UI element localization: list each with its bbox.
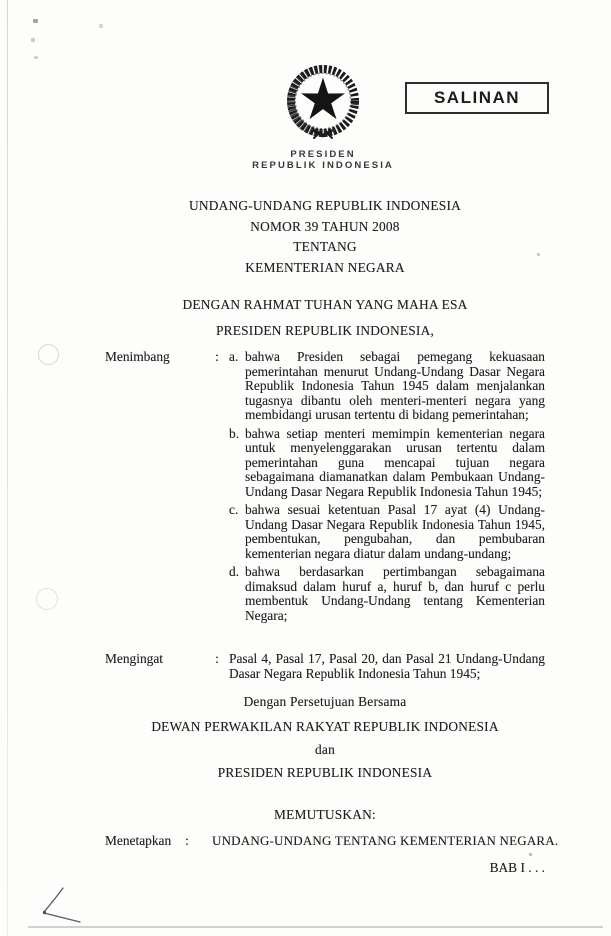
authority-line: PRESIDEN REPUBLIK INDONESIA, xyxy=(216,323,434,338)
scan-speck xyxy=(99,24,103,28)
salinan-stamp: SALINAN xyxy=(405,82,549,114)
scan-speck xyxy=(33,19,38,23)
decision-heading: MEMUTUSKAN: xyxy=(274,807,376,822)
enacting-section xyxy=(105,833,559,849)
presidential-seal-icon xyxy=(283,62,363,142)
item-letter: d. xyxy=(229,564,240,579)
joint-agreement-line-2: DEWAN PERWAKILAN RAKYAT REPUBLIK INDONESIA xyxy=(151,718,499,734)
considering-items xyxy=(229,350,545,627)
seal-caption-line-1: PRESIDEN xyxy=(290,149,356,160)
citing-section xyxy=(105,652,545,681)
item-text: bahwa setiap menteri memimpin kementerian negara untuk menyelenggarakan urusan tertentu dalam pemerintahan guna mencapai tujuan negara sebagaimana diamanatkan dalam Pembukaan Undang-Undang Dasar Negara Republik Indonesia Tahun 1945; xyxy=(245,425,545,499)
considering-item-b xyxy=(229,427,545,500)
joint-agreement-line-3: dan xyxy=(315,742,335,758)
item-text: bahwa berdasarkan pertimbangan sebagaimana dimaksud dalam huruf a, huruf b, dan huruf c perlu membentuk Undang-Undang tentang Kementerian Negara; xyxy=(245,564,545,623)
joint-agreement-block xyxy=(105,695,545,780)
considering-colon: : xyxy=(215,349,219,364)
considering-item-d xyxy=(229,565,545,623)
item-letter: a. xyxy=(229,349,239,364)
considering-item-c xyxy=(229,503,545,561)
joint-agreement-line-1: Dengan Persetujuan Bersama xyxy=(243,694,407,709)
invocation-line: DENGAN RAHMAT TUHAN YANG MAHA ESA xyxy=(182,297,468,312)
item-text: bahwa sesuai ketentuan Pasal 17 ayat (4) Undang-Undang Dasar Negara Republik Indonesia Tahun 1945, pembentukan, pengubahan, dan pembubaran kementerian negara diatur dalam undang-undang; xyxy=(245,502,545,561)
scan-speck xyxy=(529,853,532,856)
scan-speck xyxy=(34,56,38,59)
enacting-text: UNDANG-UNDANG TENTANG KEMENTERIAN NEGARA. xyxy=(212,833,559,848)
item-letter: c. xyxy=(229,502,239,517)
considering-item-a xyxy=(229,350,545,423)
joint-agreement-line-4: PRESIDEN REPUBLIK INDONESIA xyxy=(217,764,433,780)
law-title-line-4: KEMENTERIAN NEGARA xyxy=(245,259,405,275)
punch-hole-mark-1 xyxy=(38,344,59,365)
continuation-marker: BAB I . . . xyxy=(489,860,545,875)
scan-speck xyxy=(31,38,35,42)
law-title-line-1: UNDANG-UNDANG REPUBLIK INDONESIA xyxy=(189,198,461,213)
enacting-colon: : xyxy=(185,833,189,848)
seal-caption-line-2: REPUBLIK INDONESIA xyxy=(252,160,394,171)
item-text: bahwa Presiden sebagai pemegang kekuasaan pemerintahan menurut Undang-Undang Dasar Negara Republik Indonesia Tahun 1945 dalam menjalankan tugasnya dibantu oleh menteri-menteri negara yang membidangi urusan tertentu di bidang pemerintahan; xyxy=(245,349,545,422)
law-title-line-3: TENTANG xyxy=(293,239,357,255)
pen-checkmark xyxy=(33,883,93,928)
page-edge-line-bottom xyxy=(28,926,603,928)
citing-text: Pasal 4, Pasal 17, Pasal 20, dan Pasal 21 Undang-Undang Dasar Negara Republik Indonesia Tahun 1945; xyxy=(229,651,545,681)
page-edge-line-left xyxy=(7,0,8,936)
seal-caption xyxy=(223,149,423,171)
punch-hole-mark-2 xyxy=(36,588,58,610)
enacting-label: Menetapkan xyxy=(105,833,172,848)
item-letter: b. xyxy=(229,425,240,441)
law-title-line-2: NOMOR 39 TAHUN 2008 xyxy=(250,218,400,234)
considering-section xyxy=(105,350,545,627)
law-title-block xyxy=(105,196,545,278)
citing-colon: : xyxy=(215,651,219,666)
citing-label: Mengingat xyxy=(105,651,164,666)
considering-label: Menimbang xyxy=(105,349,170,364)
